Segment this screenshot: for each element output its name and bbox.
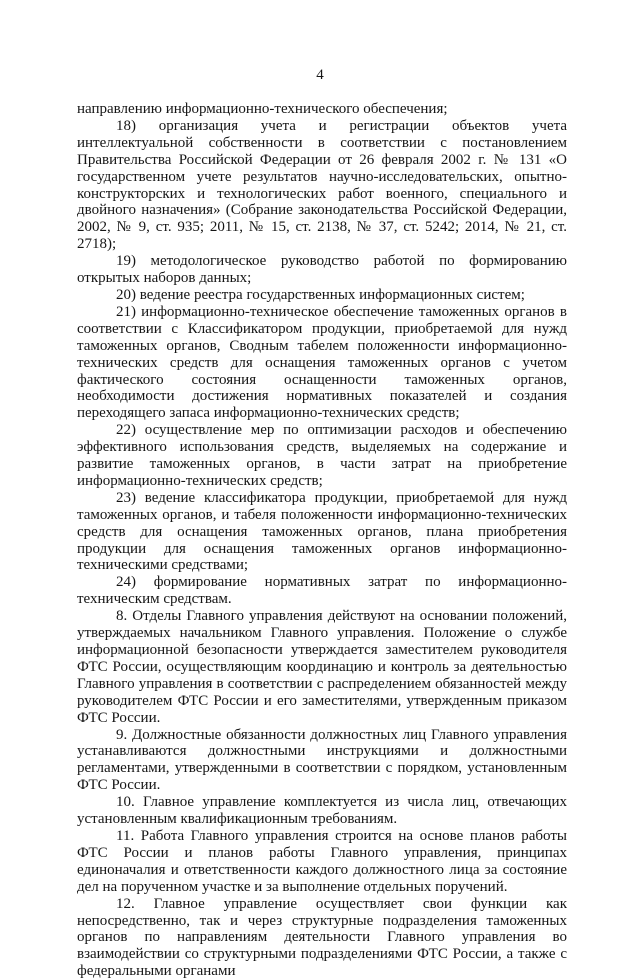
paragraph-item-23: 23) ведение классификатора продукции, приобретаемой для нужд таможенных органов, и табеля положенности информационно-технических средств для оснащения таможенных органов, плана приобретения продукции для оснащения таможенных органов информационно-техническими средствами;: [77, 489, 567, 574]
paragraph-section-12: 12. Главное управление осуществляет свои функции как непосредственно, так и через структурные подразделения таможенных органов по направлениям деятельности Главного управления во взаимодействии со структурными подразделениями ФТС России, а также с федеральными органами: [77, 895, 567, 980]
paragraph-item-18: 18) организация учета и регистрации объектов учета интеллектуальной собственности в соответствии с постановлением Правительства Российской Федерации от 26 февраля 2002 г. № 131 «О государственном учете результатов научно-исследовательских, опытно-конструкторских и технологических работ военного, специального и двойного назначения» (Собрание законодательства Российской Федерации, 2002, № 9, ст. 935; 2011, № 15, ст. 2138, № 37, ст. 5242; 2014, № 21, ст. 2718);: [77, 117, 567, 253]
paragraph-continuation: направлению информационно-технического обеспечения;: [77, 101, 448, 117]
body-text: [77, 101, 567, 980]
paragraph-item-22: 22) осуществление мер по оптимизации расходов и обеспечению эффективного использования средств, выделяемых на содержание и развитие таможенных органов, в части затрат на приобретение информационно-технических средств;: [77, 422, 567, 489]
paragraph-item-21: 21) информационно-техническое обеспечение таможенных органов в соответствии с Классификатором продукции, приобретаемой для нужд таможенных органов, Сводным табелем положенности информационно-технических средств для оснащения таможенных органов с учетом фактического состояния оснащенности таможенных органов, необходимости достижения нормативных показателей и создания переходящего запаса информационно-технических средств;: [77, 303, 567, 422]
paragraph-item-24: 24) формирование нормативных затрат по информационно-техническим средствам.: [77, 574, 567, 608]
paragraph-item-20: 20) ведение реестра государственных информационных систем;: [116, 286, 525, 303]
paragraph-section-11: 11. Работа Главного управления строится на основе планов работы ФТС России и планов работы Главного управления, принципах единоначалия и ответственности каждого должностного лица за состояние дел на порученном участке и за выполнение отдельных поручений.: [77, 827, 567, 895]
page-number: 4: [316, 67, 324, 83]
paragraph-section-8: 8. Отделы Главного управления действуют на основании положений, утверждаемых начальником Главного управления. Положение о службе информационной безопасности утверждается заместителем руководителя ФТС России, осуществляющим координацию и контроль за деятельностью Главного управления в соответствии с распределением обязанностей между руководителем ФТС России и его заместителями, утвержденным приказом ФТС России.: [77, 608, 567, 726]
paragraph-section-10: 10. Главное управление комплектуется из числа лиц, отвечающих установленным квалификационным требованиям.: [77, 794, 567, 828]
paragraph-section-9: 9. Должностные обязанности должностных лиц Главного управления устанавливаются должностными инструкциями и должностными регламентами, утвержденными в соответствии с порядком, установленным ФТС России.: [77, 726, 567, 794]
paragraph-item-19: 19) методологическое руководство работой по формированию открытых наборов данных;: [77, 253, 567, 287]
